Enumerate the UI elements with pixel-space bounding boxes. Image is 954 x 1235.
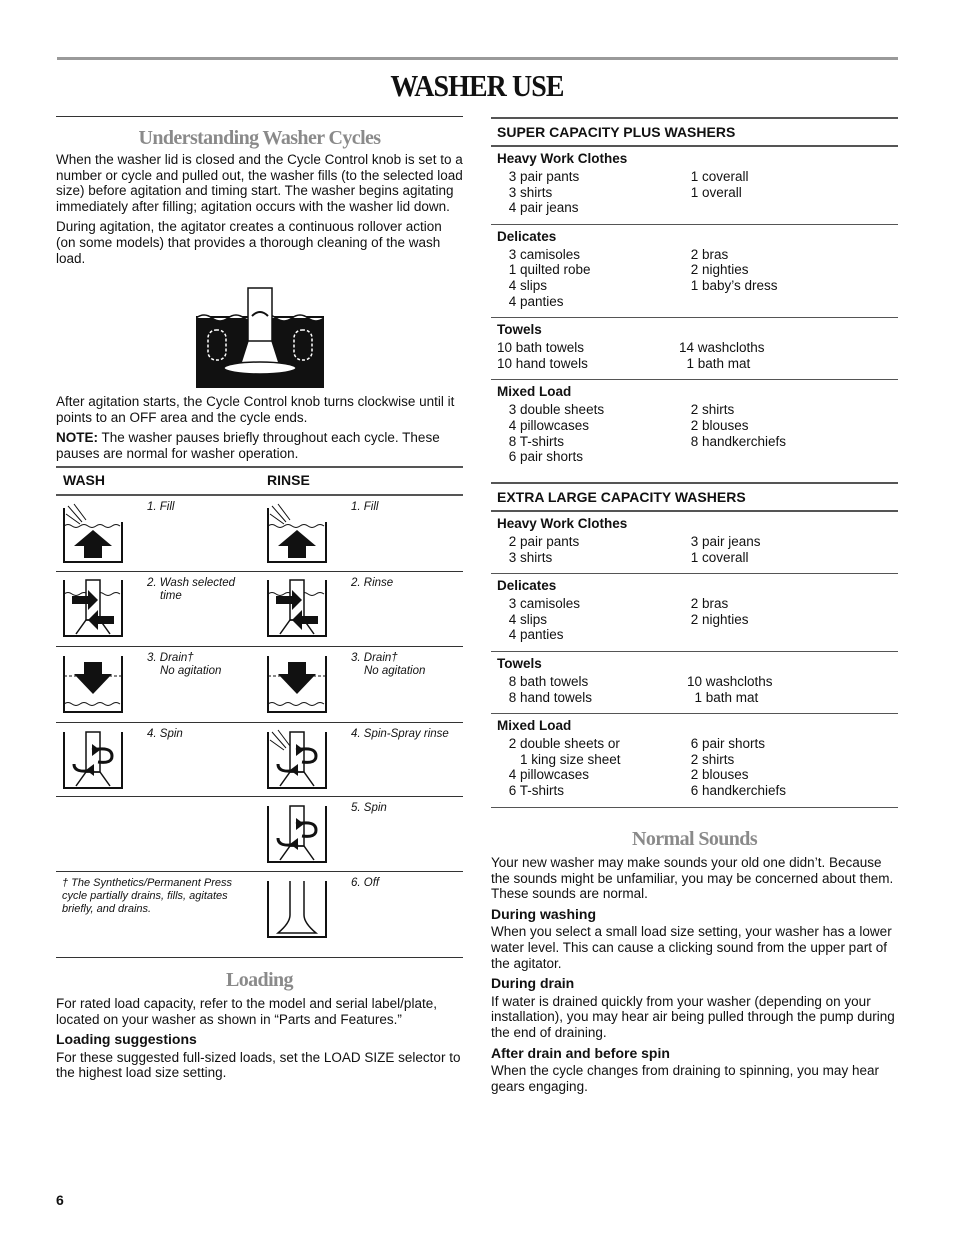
rinse-step-5: 5. Spin	[351, 802, 387, 814]
fill-icon	[266, 502, 328, 568]
cycle-footnote: † The Synthetics/Permanent Press cycle partially drains, fills, agitates briefly, and drains.	[62, 877, 232, 915]
understanding-p3: After agitation starts, the Cycle Control knob turns clockwise until it points to an OFF area and the cycle ends.	[56, 394, 455, 425]
rinse-step-2: 2. Rinse	[351, 577, 394, 589]
understanding-text	[56, 152, 463, 266]
rinse-step-1: 1. Fill	[351, 501, 379, 513]
rinse-step-6: 6. Off	[351, 877, 380, 889]
wash-step-1: 1. Fill	[147, 501, 175, 513]
normal-sounds-heading: Normal Sounds	[631, 828, 757, 850]
page-title: WASHER USE	[390, 68, 564, 103]
wash-header: WASH	[63, 472, 105, 488]
extra-large-heading: EXTRA LARGE CAPACITY WASHERS	[491, 484, 898, 510]
load-group: Delicates 3 camisoles 1 quilted robe 4 slips 4 panties 2 bras 2 nighties 1 baby’s dress	[491, 225, 898, 318]
rinse-step-3: 3. Drain† No agitation	[351, 652, 426, 677]
understanding-p2: During agitation, the agitator creates a continuous rollover action (on some models) that provides a thorough cleaning of the wash load.	[56, 219, 442, 266]
load-group: Mixed Load 2 double sheets or 1 king size sheet 4 pillowcases 6 T-shirts 6 pair shorts 2 shirts 2 blouses 6 handkerchiefs	[491, 714, 898, 807]
sound-text: When you select a small load size setting, your washer has a lower water level. This can cause a clicking sound from the upper part of the agitator.	[491, 924, 892, 971]
sound-title: During drain	[491, 975, 575, 992]
note-label: NOTE:	[56, 430, 98, 446]
section-rule	[56, 116, 463, 117]
rinse-agitate-icon	[266, 576, 328, 642]
rinse-step-4: 4. Spin-Spray rinse	[351, 728, 449, 740]
rinse-header: RINSE	[267, 472, 310, 488]
loading-p1: For rated load capacity, refer to the model and serial label/plate, located on your washer as shown in “Parts and Features.”	[56, 996, 437, 1027]
wash-step-4: 4. Spin	[147, 728, 183, 740]
sound-title: During washing	[491, 905, 596, 922]
normal-sounds-text	[491, 855, 898, 1094]
page-number: 6	[56, 1192, 64, 1208]
loading-heading: Loading	[226, 969, 293, 991]
note-text: The washer pauses briefly throughout each cycle. These pauses are normal for washer operation.	[56, 430, 440, 461]
agitation-text	[56, 394, 463, 461]
loading-p2: For these suggested full-sized loads, set the LOAD SIZE selector to the highest load size setting.	[56, 1049, 461, 1081]
load-group: Heavy Work Clothes 3 pair pants 3 shirts 4 pair jeans 1 coverall 1 overall	[491, 147, 898, 225]
agitator-illustration	[196, 286, 324, 388]
understanding-p1: When the washer lid is closed and the Cycle Control knob is set to a number or cycle and pulled out, the washer fills (to the selected load size) before agitation and timing start. The washer begins agitating immediately after filling; agitation occurs with the washer lid down.	[56, 152, 463, 214]
super-capacity-heading: SUPER CAPACITY PLUS WASHERS	[491, 119, 898, 145]
table-row	[56, 797, 463, 872]
super-capacity-table	[491, 117, 898, 473]
sounds-intro: Your new washer may make sounds your old one didn’t. Because the sounds might be unfamiliar, you may be concerned about them. These sounds are normal.	[491, 855, 894, 902]
wash-step-3: 3. Drain† No agitation	[147, 652, 222, 677]
top-rule	[57, 57, 898, 60]
off-icon	[266, 877, 328, 943]
understanding-heading: Understanding Washer Cycles	[138, 127, 381, 149]
loading-suggestions-heading: Loading suggestions	[56, 1031, 197, 1048]
sound-title: After drain and before spin	[491, 1044, 670, 1061]
sound-text: When the cycle changes from draining to spinning, you may hear gears engaging.	[491, 1063, 879, 1094]
loading-text	[56, 996, 463, 1081]
load-group: Heavy Work Clothes 2 pair pants 3 shirts 3 pair jeans 1 coverall	[491, 512, 898, 574]
spin-icon	[62, 728, 124, 794]
agitate-icon	[62, 576, 124, 642]
spin-icon	[266, 802, 328, 868]
load-group: Delicates 3 camisoles 4 slips 4 panties 2 bras 2 nighties	[491, 574, 898, 652]
extra-large-capacity-table	[491, 482, 898, 808]
spin-spray-icon	[266, 728, 328, 794]
table-top-rule	[56, 466, 463, 468]
drain-icon	[266, 652, 328, 718]
sound-text: If water is drained quickly from your washer (depending on your installation), you may hear air being pulled through the pump during the end of draining.	[491, 993, 895, 1040]
wash-step-2: 2. Wash selected time	[147, 577, 236, 602]
load-group: Towels 10 bath towels 10 hand towels 14 washcloths 1 bath mat	[491, 318, 898, 380]
drain-icon	[62, 652, 124, 718]
fill-icon	[62, 502, 124, 568]
load-group: Towels 8 bath towels 8 hand towels 10 washcloths 1 bath mat	[491, 652, 898, 714]
load-group: Mixed Load 3 double sheets 4 pillowcases 8 T-shirts 6 pair shorts 2 shirts 2 blouses 8 handkerchiefs	[497, 384, 787, 465]
